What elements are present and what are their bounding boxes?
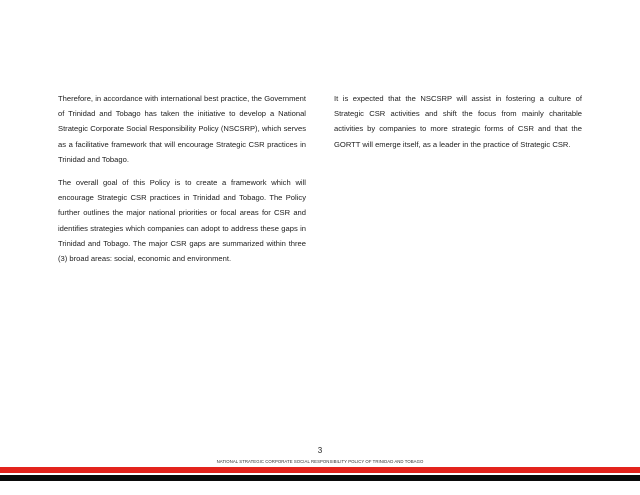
paragraph-expectation: It is expected that the NSCSRP will assist in fostering a culture of Strategic CSR activities and shift the focus from mainly charitable activities by companies to more strategic forms of CSR and that the GORTT will emerge itself, as a leader in the practice of Strategic CSR.	[334, 94, 582, 149]
footer-black-band	[0, 475, 640, 481]
left-text-column	[58, 91, 306, 274]
page-number: 3	[317, 446, 323, 455]
paragraph-policy-goal: The overall goal of this Policy is to create a framework which will encourage Strategic CSR practices in Trinidad and Tobago. The Policy further outlines the major national priorities or focal areas for CSR and identifies strategies which companies can adopt to address these gaps in Trinidad and Tobago. The major CSR gaps are summarized within three (3) broad areas: social, economic and environment.	[58, 178, 306, 264]
right-text-column	[334, 91, 582, 160]
paragraph-initiative: Therefore, in accordance with international best practice, the Government of Trinidad and Tobago has taken the initiative to develop a National Strategic Corporate Social Responsibility Policy (NSCSRP), which serves as a facilitative framework that will encourage Strategic CSR practices in Trinidad and Tobago.	[58, 94, 306, 164]
running-footer-title: NATIONAL STRATEGIC CORPORATE SOCIAL RESPONSIBILITY POLICY OF TRINIDAD AND TOBAGO	[216, 459, 424, 464]
